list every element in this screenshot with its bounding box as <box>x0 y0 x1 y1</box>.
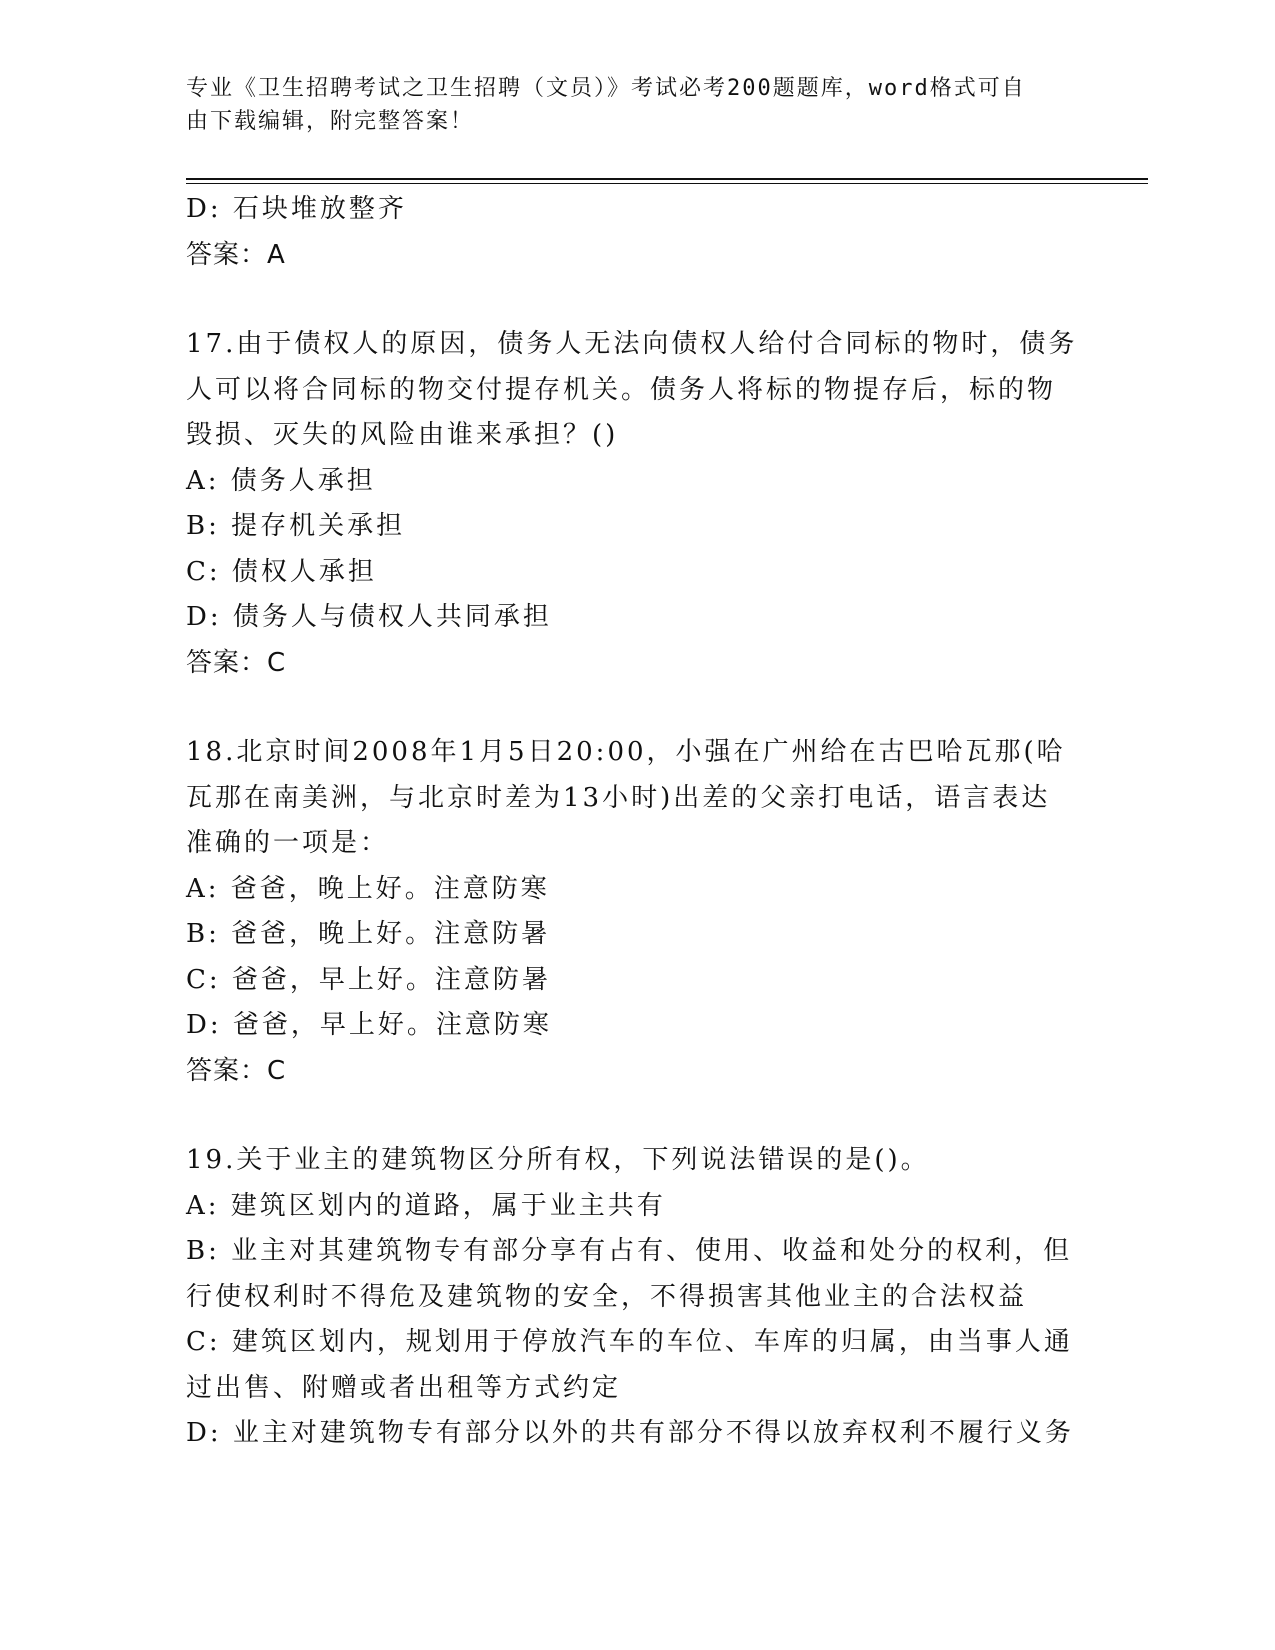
question-19 <box>186 1138 1086 1457</box>
question-stem-line: 17.由于债权人的原因，债务人无法向债权人给付合同标的物时，债务 <box>186 329 1078 359</box>
option-d: D: 石块堆放整齐 <box>186 194 407 224</box>
answer: 答案：C <box>186 647 287 678</box>
option-c: C: 债权人承担 <box>186 556 377 587</box>
document-header <box>186 72 1066 138</box>
header-rule-thick <box>186 178 1148 180</box>
option-a: A: 建筑区划内的道路，属于业主共有 <box>186 1190 666 1221</box>
question-18 <box>186 730 1086 1094</box>
header-line-2: 由下载编辑，附完整答案！ <box>186 109 475 134</box>
answer: 答案：A <box>186 239 286 270</box>
option-d: D: 业主对建筑物专有部分以外的共有部分不得以放弃权利不履行义务 <box>186 1418 1074 1448</box>
option-c-continued: 过出售、附赠或者出租等方式约定 <box>186 1372 622 1403</box>
question-stem-line: 瓦那在南美洲，与北京时差为13小时)出差的父亲打电话，语言表达 <box>186 782 1051 813</box>
question-17 <box>186 322 1086 686</box>
option-c: C: 爸爸，早上好。注意防暑 <box>186 964 551 995</box>
option-b: B: 爸爸，晚上好。注意防暑 <box>186 919 551 949</box>
header-line-1: 专业《卫生招聘考试之卫生招聘（文员）》考试必考200题题库，word格式可自 <box>186 76 1026 101</box>
option-b: B: 业主对其建筑物专有部分享有占有、使用、收益和处分的权利，但 <box>186 1236 1073 1266</box>
question-stem-line: 人可以将合同标的物交付提存机关。债务人将标的物提存后，标的物 <box>186 374 1057 405</box>
option-a: A: 爸爸，晚上好。注意防寒 <box>186 873 550 904</box>
answer: 答案：C <box>186 1055 287 1086</box>
spacer <box>186 686 1086 730</box>
question-stem-line: 19.关于业主的建筑物区分所有权，下列说法错误的是()。 <box>186 1145 930 1175</box>
spacer <box>186 278 1086 322</box>
option-b: B: 提存机关承担 <box>186 511 406 541</box>
spacer <box>186 1094 1086 1138</box>
question-stem-line: 18.北京时间2008年1月5日20:00，小强在广州给在古巴哈瓦那(哈 <box>186 737 1066 767</box>
option-a: A: 债务人承担 <box>186 465 376 496</box>
header-rule-thin <box>186 183 1148 184</box>
option-d: D: 债务人与债权人共同承担 <box>186 602 552 632</box>
document-body <box>186 187 1086 1457</box>
question-stem-line: 毁损、灭失的风险由谁来承担？() <box>186 420 619 450</box>
option-b-continued: 行使权利时不得危及建筑物的安全，不得损害其他业主的合法权益 <box>186 1281 1028 1312</box>
question-16-tail <box>186 187 1086 278</box>
question-stem-line: 准确的一项是： <box>186 828 390 858</box>
option-c: C: 建筑区划内，规划用于停放汽车的车位、车库的归属，由当事人通 <box>186 1327 1073 1357</box>
option-d: D: 爸爸，早上好。注意防寒 <box>186 1010 552 1040</box>
